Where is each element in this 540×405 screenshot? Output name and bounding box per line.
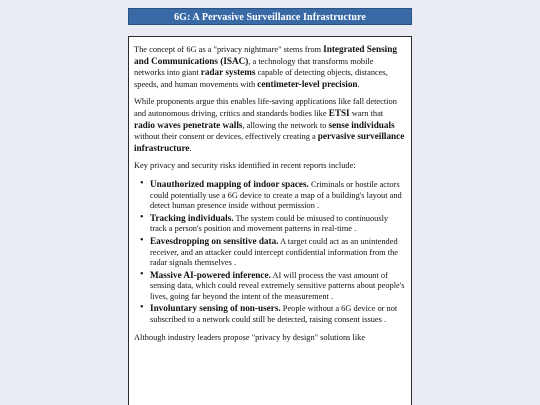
list-item bbox=[150, 179, 406, 212]
risk-text: People without a 6G device or not subscribed to a network could still be detected, raising consent issues . bbox=[150, 304, 398, 325]
risk-title: Unauthorized mapping of indoor spaces. bbox=[150, 178, 309, 189]
risk-title: Tracking individuals. bbox=[150, 212, 234, 223]
second-bold-etsi: ETSI bbox=[328, 107, 350, 118]
list-item bbox=[150, 270, 406, 303]
list-item bbox=[150, 213, 406, 235]
intro-text-3: capable of detecting objects, distances, speeds, and human movements with bbox=[134, 68, 388, 89]
page-title: 6G: A Pervasive Surveillance Infrastructure bbox=[128, 8, 412, 25]
risk-title: Involuntary sensing of non-users. bbox=[150, 303, 281, 314]
intro-paragraph bbox=[134, 44, 406, 90]
second-text-4: without their consent or devices, effectively creating a bbox=[134, 132, 318, 142]
second-bold-walls: radio waves penetrate walls bbox=[134, 119, 243, 130]
article-card bbox=[128, 36, 412, 405]
closing-paragraph: Although industry leaders propose "privacy by design" solutions like bbox=[134, 332, 366, 342]
intro-bold-radar: radar systems bbox=[200, 67, 256, 78]
intro-bold-precision: centimeter-level precision bbox=[257, 78, 358, 89]
second-text-1: While proponents argue this enables life-saving applications like fall detection and autonomous driving, critics and standards bodies like bbox=[134, 97, 397, 118]
risk-text: The system could be misused to continuously track a person's position and movement patterns in real-time . bbox=[150, 213, 389, 234]
second-paragraph bbox=[134, 97, 406, 154]
intro-bold-isac: Integrated Sensing and Communications (ISAC) bbox=[134, 44, 397, 66]
second-text-2: warn that bbox=[349, 108, 384, 118]
list-item bbox=[150, 236, 406, 269]
risk-title: Eavesdropping on sensitive data. bbox=[150, 235, 279, 246]
second-text-3: , allowing the network to bbox=[242, 120, 329, 130]
risks-list bbox=[134, 179, 406, 326]
risk-text: A target could act as an unintended receiver, and an attacker could intercept confidential information from the radar signals themselves . bbox=[150, 236, 399, 268]
risk-text: Criminals or hostile actors could potentially use a 6G device to create a map of a building's layout and detect human presence inside without permission . bbox=[150, 179, 402, 211]
second-text-5: . bbox=[189, 143, 192, 153]
document-frame bbox=[128, 8, 412, 405]
risks-intro: Key privacy and security risks identified in recent reports include: bbox=[134, 161, 356, 171]
second-bold-sense: sense individuals bbox=[328, 119, 395, 130]
risk-title: Massive AI-powered inference. bbox=[150, 269, 271, 280]
second-bold-surveillance: pervasive surveillance infrastructure bbox=[134, 131, 405, 153]
intro-text-1: The concept of 6G as a "privacy nightmare" stems from bbox=[134, 45, 324, 54]
list-item bbox=[150, 303, 406, 325]
intro-text-2: , a technology that transforms mobile networks into giant bbox=[134, 56, 374, 78]
risk-text: AI will process the vast amount of sensing data, which could reveal extremely sensitive patterns about people's lives, going far beyond the intent of the measurement . bbox=[150, 270, 405, 301]
intro-text-4: . bbox=[357, 79, 360, 89]
